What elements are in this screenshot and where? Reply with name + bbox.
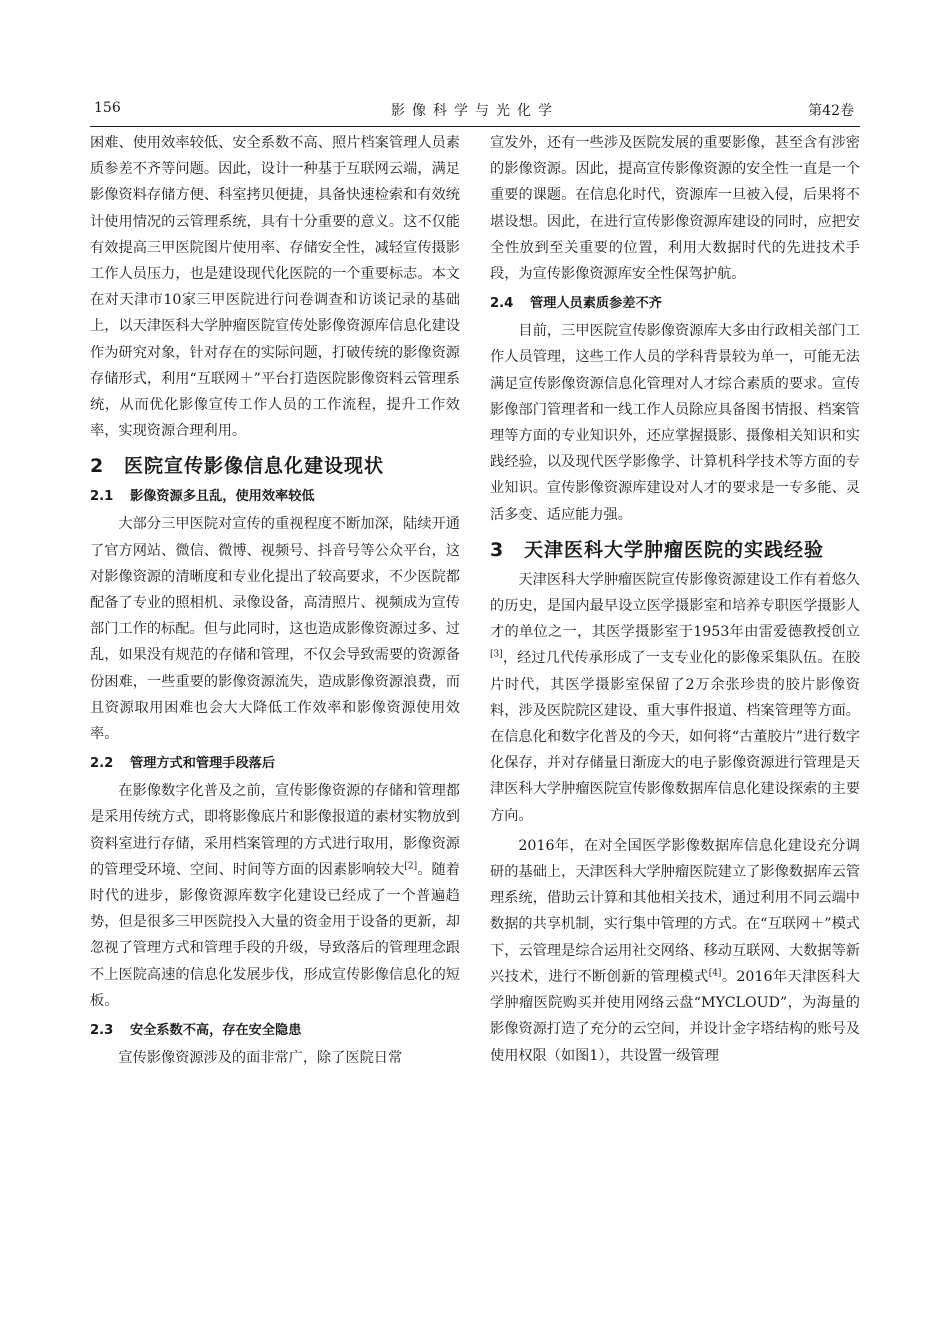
paragraph-2-2 [90,778,460,1014]
section-number: 2 [90,455,105,478]
subsection-number: 2.3 [90,1023,114,1039]
text-run: ，经过几代传承形成了一支专业化的影像采集队伍。在胶片时代，其医学摄影室保留了2万余张珍贵的胶片影像资料，涉及医院院区建设、重大事件报道、档案管理等方面。在信息化和数字化普及的今天，如何将“古董胶片”进行数字化保存，并对存储量日渐庞大的电子影像资源进行管理是天津医科大学肿瘤医院宣传影像数据库信息化建设探索的主要方向。 [490,650,860,824]
subsection-2-3-heading [90,1019,460,1043]
journal-title: 影像科学与光化学 [391,103,559,119]
subsection-title: 管理方式和管理手段落后 [130,756,276,772]
section-title: 天津医科大学肿瘤医院的实践经验 [524,538,825,561]
paragraph-3-b [490,833,860,1069]
volume-label: 第42卷 [808,103,854,119]
page-number: 156 [94,100,121,116]
paragraph-2-3: 宣传影像资源涉及的面非常广，除了医院日常 [118,1050,403,1067]
section-3-heading [490,536,860,564]
citation-ref[interactable]: [2] [404,861,418,872]
subsection-number: 2.4 [490,296,514,312]
text-run: 。随着时代的进步，影像资源库数字化建设已经成了一个普遍趋势，但是很多三甲医院投入大量的资金用于设备的更新，却忽视了管理方式和管理手段的升级，导致落后的管理理念跟不上医院高速的信息化发展步伐，形成宣传影像信息化的短板。 [90,861,460,1009]
section-number: 3 [490,538,505,561]
section-title: 医院宣传影像信息化建设现状 [124,455,385,478]
section-2-heading [90,452,460,480]
text-run: 天津医科大学肿瘤医院宣传影像资源建设工作有着悠久的历史，是国内最早设立医学摄影室和培养专职医学摄影人才的单位之一，其医学摄影室于1953年由雷爱德教授创立 [490,571,860,641]
paragraph-3-a [490,567,860,829]
subsection-2-2-heading [90,752,460,776]
citation-ref[interactable]: [4] [708,968,722,979]
subsection-number: 2.1 [90,489,114,505]
subsection-number: 2.2 [90,756,114,772]
intro-paragraph: 困难、使用效率较低、安全系数不高、照片档案管理人员素质参差不齐等问题。因此，设计一种基于互联网云端，满足影像资料存储方便、科室拷贝便捷，具备快速检索和有效统计使用情况的云管理系统，具有十分重要的意义。这不仅能有效提高三甲医院图片使用率、存储安全性，减轻宣传摄影工作人员压力，也是建设现代化医院的一个重要标志。本文在对天津市10家三甲医院进行问卷调查和访谈记录的基础上，以天津医科大学肿瘤医院宣传处影像资源库信息化建设作为研究对象，针对存在的实际问题，打破传统的影像资源存储形式，利用“互联网＋”平台打造医院影像资料云管理系统，从而优化影像宣传工作人员的工作流程，提升工作效率，实现资源合理利用。 [90,135,460,440]
paragraph-2-4: 目前，三甲医院宣传影像资源库大多由行政相关部门工作人员管理，这些工作人员的学科背景较为单一，可能无法满足宣传影像资源信息化管理对人才综合素质的要求。宣传影像部门管理者和一线工作人员除应具备图书情报、档案管理等方面的专业知识外，还应掌握摄影、摄像相关知识和实践经验，以及现代医学影像学、计算机科学技术等方面的专业知识。宣传影像资源库建设对人才的要求是一专多能、灵活多变、适应能力强。 [490,323,860,523]
left-column [90,130,460,1071]
paragraph-2-1: 大部分三甲医院对宣传的重视程度不断加深，陆续开通了官方网站、微信、微博、视频号、抖音号等公众平台，这对影像资源的清晰度和专业化提出了较高要求，不少医院都配备了专业的照相机、录像设备，高清照片、视频成为宣传部门工作的标配。但与此同时，这也造成影像资源过多、过乱，如果没有规范的存储和管理，不仅会导致需要的资源备份困难，一些重要的影像资源流失，造成影像资源浪费，而且资源取用困难也会大大降低工作效率和影像资源使用效率。 [90,516,460,743]
subsection-title: 管理人员素质参差不齐 [530,296,662,312]
text-run: 2016年，在对全国医学影像数据库信息化建设充分调研的基础上，天津医科大学肿瘤医院建立了影像数据库云管理系统，借助云计算和其他相关技术，通过利用不同云端中数据的共享机制，实行集中管理的方式。在“互联网＋”模式下，云管理是综合运用社交网络、移动互联网、大数据等新兴技术，进行不断创新的管理模式 [490,837,860,985]
subsection-2-1-heading [90,485,460,509]
text-run: 。2016年天津医科大学肿瘤医院购买并使用网络云盘“MYCLOUD”，为海量的影像资源打造了充分的云空间，并设计金字塔结构的账号及使用权限（如图1），共设置一级管理 [490,968,860,1064]
subsection-title: 影像资源多且乱，使用效率较低 [130,489,315,505]
running-header [90,96,860,127]
subsection-title: 安全系数不高，存在安全隐患 [130,1023,302,1039]
text-run: 在影像数字化普及之前，宣传影像资源的存储和管理都是采用传统方式，即将影像底片和影像报道的素材实物放到资料室进行存储，采用档案管理的方式进行取用，影像资源的管理受环境、空间、时间等方面的因素影响较大 [90,783,460,878]
paragraph-2-3-continued: 宣发外，还有一些涉及医院发展的重要影像，甚至含有涉密的影像资源。因此，提高宣传影像资源的安全性一直是一个重要的课题。在信息化时代，资源库一旦被入侵，后果将不堪设想。因此，在进行宣传影像资源库建设的同时，应把安全性放到至关重要的位置，利用大数据时代的先进技术手段，为宣传影像资源库安全性保驾护航。 [490,135,860,283]
citation-ref[interactable]: [3] [490,649,503,660]
right-column [490,130,860,1069]
subsection-2-4-heading [490,292,860,316]
